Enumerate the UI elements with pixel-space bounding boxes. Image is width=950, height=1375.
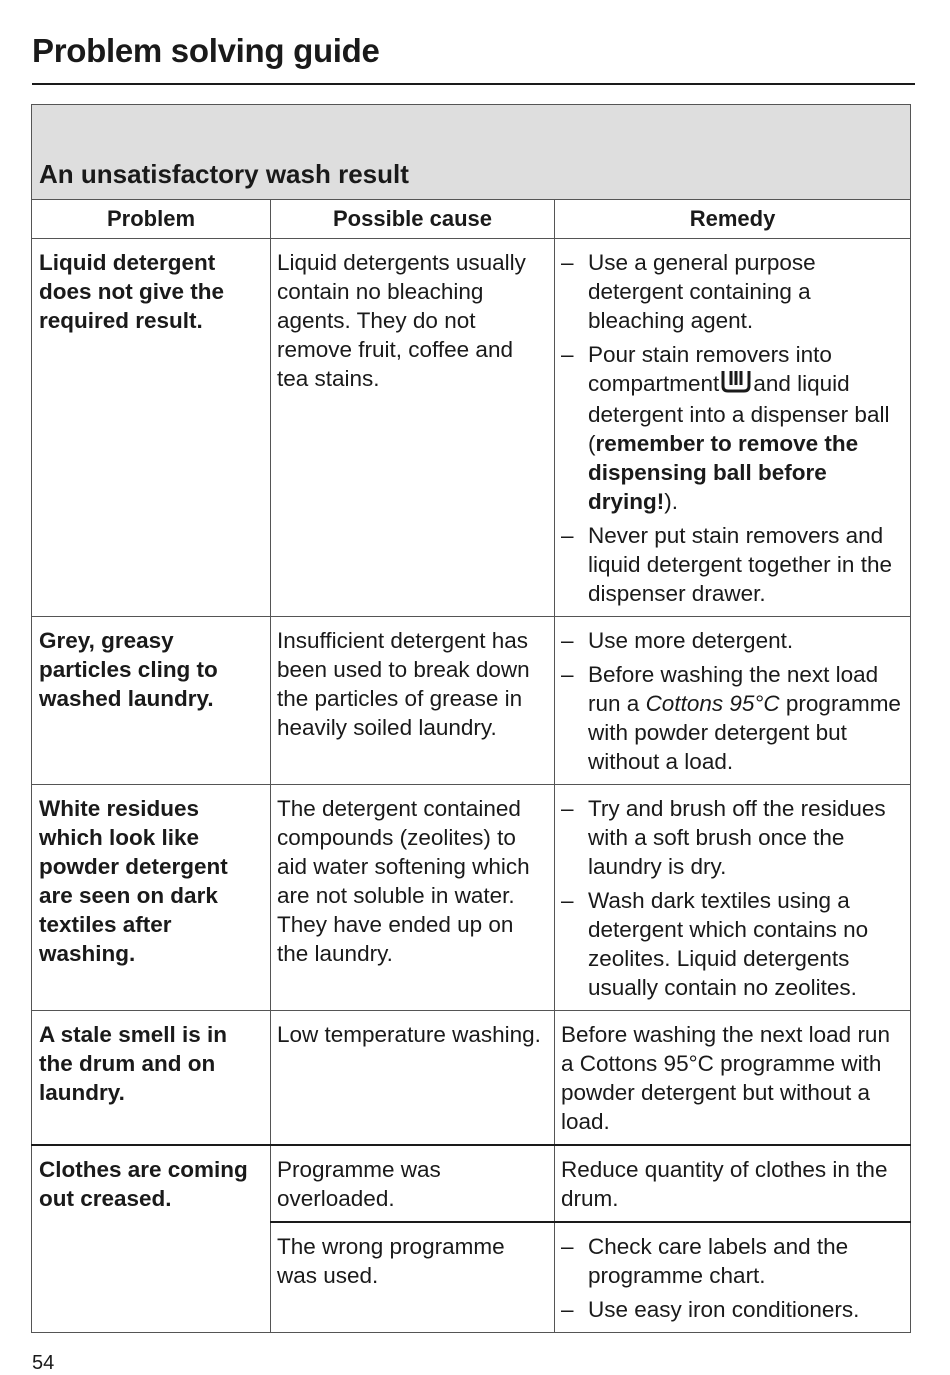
cause-cell: Low temperature washing. xyxy=(271,1011,555,1146)
table-row xyxy=(32,239,911,617)
remedy-text: and liquid detergent into a dispenser ball ( xyxy=(588,371,890,456)
problem-cell: A stale smell is in the drum and on laundry. xyxy=(32,1011,271,1146)
remedy-text: ). xyxy=(664,489,678,514)
cause-cell: Programme was overloaded. xyxy=(271,1145,555,1222)
remedy-cell xyxy=(555,785,911,1011)
remedy-cell xyxy=(555,1222,911,1333)
table-row xyxy=(32,1011,911,1146)
problem-cell: Liquid detergent does not give the required result. xyxy=(32,239,271,617)
problem-table xyxy=(31,104,911,1333)
problem-cell: White residues which look like powder detergent are seen on dark textiles after washing. xyxy=(32,785,271,1011)
remedy-cell xyxy=(555,617,911,785)
column-header-row xyxy=(32,200,911,239)
remedy-text: Before washing the next load run a xyxy=(588,662,879,716)
remedy-item: – Check care labels and the programme chart. xyxy=(561,1232,906,1290)
remedy-item: – Never put stain removers and liquid detergent together in the dispenser drawer. xyxy=(561,521,906,608)
column-header-remedy: Remedy xyxy=(555,200,911,239)
page-number: 54 xyxy=(32,1352,55,1374)
section-heading: An unsatisfactory wash result xyxy=(32,105,911,200)
table-row xyxy=(32,785,911,1011)
remedy-cell: Reduce quantity of clothes in the drum. xyxy=(555,1145,911,1222)
page-title: Problem solving guide xyxy=(32,32,380,69)
remedy-warning: remember to remove the dispensing ball before drying! xyxy=(588,431,859,514)
remedy-cell: Before washing the next load run a Cottons 95°C programme with powder detergent but without a load. xyxy=(555,1011,911,1146)
programme-name: Cottons 95°C xyxy=(645,691,780,716)
column-header-problem: Problem xyxy=(32,200,271,239)
remedy-cell xyxy=(555,239,911,617)
remedy-item xyxy=(561,340,906,516)
cause-cell: Liquid detergents usually contain no bleaching agents. They do not remove fruit, coffee and tea stains. xyxy=(271,239,555,617)
remedy-item: – Use easy iron conditioners. xyxy=(561,1295,906,1324)
cause-cell: Insufficient detergent has been used to break down the particles of grease in heavily soiled laundry. xyxy=(271,617,555,785)
remedy-item xyxy=(561,660,906,776)
title-divider xyxy=(32,83,915,85)
cause-cell: The wrong programme was used. xyxy=(271,1222,555,1333)
problem-cell: Grey, greasy particles cling to washed laundry. xyxy=(32,617,271,785)
remedy-item: – Wash dark textiles using a detergent which contains no zeolites. Liquid detergents usually contain no zeolites. xyxy=(561,886,906,1002)
remedy-item: – Use a general purpose detergent containing a bleaching agent. xyxy=(561,248,906,335)
remedy-item: – Try and brush off the residues with a soft brush once the laundry is dry. xyxy=(561,794,906,881)
column-header-cause: Possible cause xyxy=(271,200,555,239)
table-row xyxy=(32,1145,911,1222)
remedy-text: Pour stain removers into compartment xyxy=(588,342,832,396)
cause-cell: The detergent contained compounds (zeolites) to aid water softening which are not soluble in water. They have ended up on the laundry. xyxy=(271,785,555,1011)
table-row xyxy=(32,617,911,785)
compartment-icon xyxy=(721,369,751,400)
remedy-text: programme with powder detergent but without a load. xyxy=(588,691,901,774)
problem-cell: Clothes are coming out creased. xyxy=(32,1145,271,1333)
remedy-item: – Use more detergent. xyxy=(561,626,906,655)
